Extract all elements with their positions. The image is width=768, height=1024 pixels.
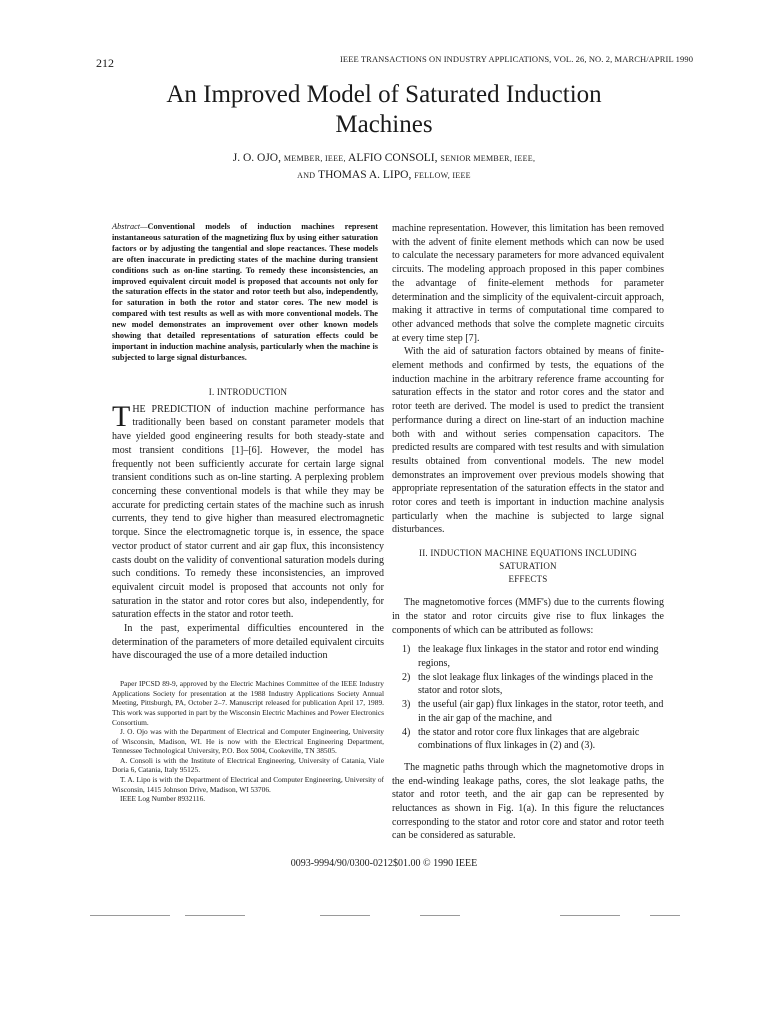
author-list — [60, 150, 708, 184]
footnote-lipo: T. A. Lipo is with the Department of Electrical and Computer Engineering, University of Wisconsin, 1415 Johnson Drive, Madison, WI 53706. — [112, 775, 384, 794]
left-column — [112, 222, 384, 804]
author-ojo: J. O. OJO, — [232, 152, 281, 164]
scan-artifact-marks — [90, 912, 710, 920]
right-paragraph-3: The magnetomotive forces (MMF's) due to the currents flowing in the stator and rotor circuits give rise to flux linkages the components of which can be attributed as follows: — [392, 597, 664, 636]
scan-mark — [650, 915, 680, 916]
author-lipo-role: FELLOW, IEEE — [414, 171, 471, 180]
footnote-ojo: J. O. Ojo was with the Department of Electrical and Computer Engineering, University of Wisconsin, Madison, WI. He is now with the Electrical Engineering Department, Tennessee Technological University, P.O. Box 5004, Cookeville, TN 38505. — [112, 727, 384, 756]
list-item-text: the stator and rotor core flux linkages that are algebraic combinations of flux linkages in (2) and (3). — [418, 726, 640, 752]
intro-paragraph-2: In the past, experimental difficulties encountered in the determination of the parameters of more detailed equivalent circuits have discouraged the use of a more detailed induction — [112, 623, 384, 662]
scan-mark — [90, 915, 170, 916]
flux-linkage-list — [392, 643, 664, 753]
right-paragraph-1: machine representation. However, this limitation has been removed with the advent of finite element methods which can now be used to calculate the necessary parameters for more advanced equivalent circuits. The modeling approach proposed in this paper combines the advantage of finite-element methods for parameter determination and the simplicity of the equivalent-circuit approach, making it attractive in terms of computational time compared to other advanced methods that solve the complete magnetic circuits at every time step [7]. — [392, 223, 664, 344]
footnotes — [112, 679, 384, 804]
abstract-lead: Abstract— — [112, 222, 148, 231]
footnote-log-number: IEEE Log Number 8932116. — [120, 794, 206, 804]
list-item — [392, 671, 664, 698]
page-number: 212 — [96, 56, 114, 70]
author-consoli: ALFIO CONSOLI, — [348, 152, 438, 164]
author-ojo-role: MEMBER, IEEE, — [283, 154, 346, 163]
footnote-consoli: A. Consoli is with the Institute of Electrical Engineering, University of Catania, Viale Doria 6, Catania, Italy 95125. — [112, 755, 384, 775]
paper-title — [60, 80, 708, 140]
scan-mark — [320, 915, 370, 916]
copyright-line: 0093-9994/90/0300-0212$01.00 © 1990 IEEE — [290, 858, 478, 869]
author-conjunction: AND — [297, 171, 316, 180]
list-item-number: 3) — [402, 699, 411, 711]
title-line-2: Machines — [335, 111, 433, 138]
section-heading-introduction: I. INTRODUCTION — [208, 386, 288, 397]
list-item-text: the useful (air gap) flux linkages in the stator, rotor teeth, and in the air gap of the machine, and — [418, 699, 664, 724]
section-heading-equations-line-1: II. INDUCTION MACHINE EQUATIONS INCLUDING SATURATION — [419, 548, 637, 572]
list-item — [392, 698, 664, 725]
section-heading-equations — [392, 547, 664, 586]
author-lipo: THOMAS A. LIPO, — [318, 169, 412, 181]
section-heading-equations-line-2: EFFECTS — [508, 574, 548, 585]
scan-mark — [185, 915, 245, 916]
footnote-paper-info: Paper IPCSD 89-9, approved by the Electric Machines Committee of the IEEE Industry Applications Society for presentation at the 1988 Industry Applications Society Annual Meeting, Pittsburgh, PA, October 2–7. Manuscript released for publication April 17, 1989. This work was supported in part by the Wisconsin Electric Machines and Power Electronics Consortium. — [112, 679, 384, 727]
title-line-1: An Improved Model of Saturated Induction — [166, 81, 602, 108]
right-paragraph-4: The magnetic paths through which the magnetomotive drops in the end-winding leakage paths, cores, the slot leakage paths, the stator and rotor teeth, and the air gap can be represented by reluctances as shown in Fig. 1(a). In this figure the reluctances corresponding to the stator and rotor core and stator and rotor teeth can be considered as saturable. — [392, 761, 664, 842]
list-item-number: 4) — [402, 726, 411, 738]
right-column — [392, 222, 664, 843]
list-item-text: the slot leakage flux linkages of the windings placed in the stator and rotor slots, — [418, 671, 653, 697]
list-item — [392, 726, 664, 753]
author-consoli-role: SENIOR MEMBER, IEEE, — [440, 154, 536, 163]
abstract — [112, 222, 378, 364]
abstract-text: Conventional models of induction machines represent instantaneous saturation of the magnetizing flux by using either saturation factors or by adjusting the tangential and slope reactances. These models are often inaccurate in predicting states of the machine during transient conditions such as on-line starting. To remedy these inconsistencies, an improved equivalent circuit model is proposed that accounts not only for the saturation effects in the stator and rotor teeth but also, independently, for saturation in both the rotor and stator cores. The new model is compared with test results as well as with more conventional models. The new model demonstrates an improvement over other known models showing that detailed representations of saturation effects could be important in induction machine analysis, particularly when the machine is subjected to large signal disturbances. — [112, 222, 378, 362]
right-paragraph-2: With the aid of saturation factors obtained by means of finite-element methods and confirmed by tests, the equations of the induction machine in the arbitrary reference frame accounting for saturation effects in the stator and rotor cores and the stator and rotor teeth are derived. The model is used to predict the transient performance during a direct on line-start of an induction machine both with and without series compensation capacitors. The predicted results are compared with test results and with simulation results obtained from conventional models. The new model demonstrates an improvement over previous models showing that appropriate representation of the saturation effects in the stator and rotor cores and teeth is important in induction machine analysis particularly when the machine is subjected to large signal disturbances. — [392, 346, 664, 536]
drop-cap: T — [112, 399, 131, 433]
scan-mark — [560, 915, 620, 916]
list-item-number: 2) — [402, 671, 411, 683]
list-item-text: the leakage flux linkages in the stator and rotor end winding regions, — [418, 644, 659, 669]
author-line-1 — [60, 150, 708, 167]
intro-paragraph-1-text: HE PREDICTION of induction machine performance has traditionally been based on constant parameter models that have yielded good engineering results for both steady-state and most transient conditions [1]–[6]. However, the model has frequently not been sufficiently accurate for certain large signal transient conditions such as on-line starting. A perplexing problem concerning these conventional models is that while they may be accurate for predicting certain states of the machine such as inrush currents, they tend to give higher than measured electromagnetic torque. Since the electromagnetic torque is, in essence, the space vector product of stator current and air gap flux, this inconsistency casts doubt on the validity of conventional saturation models during such conditions. To remedy these inconsistencies, an improved equivalent circuit model is proposed that accounts not only for saturation in the stator and rotor cores but also, independently, for saturation effects in the stator and rotor teeth. — [112, 403, 384, 621]
intro-paragraph-1 — [112, 399, 384, 622]
list-item — [392, 643, 664, 670]
scan-mark — [420, 915, 460, 916]
running-header: IEEE TRANSACTIONS ON INDUSTRY APPLICATIONS, VOL. 26, NO. 2, MARCH/APRIL 1990 — [340, 54, 694, 64]
author-line-2 — [60, 167, 708, 184]
list-item-number: 1) — [402, 644, 411, 656]
